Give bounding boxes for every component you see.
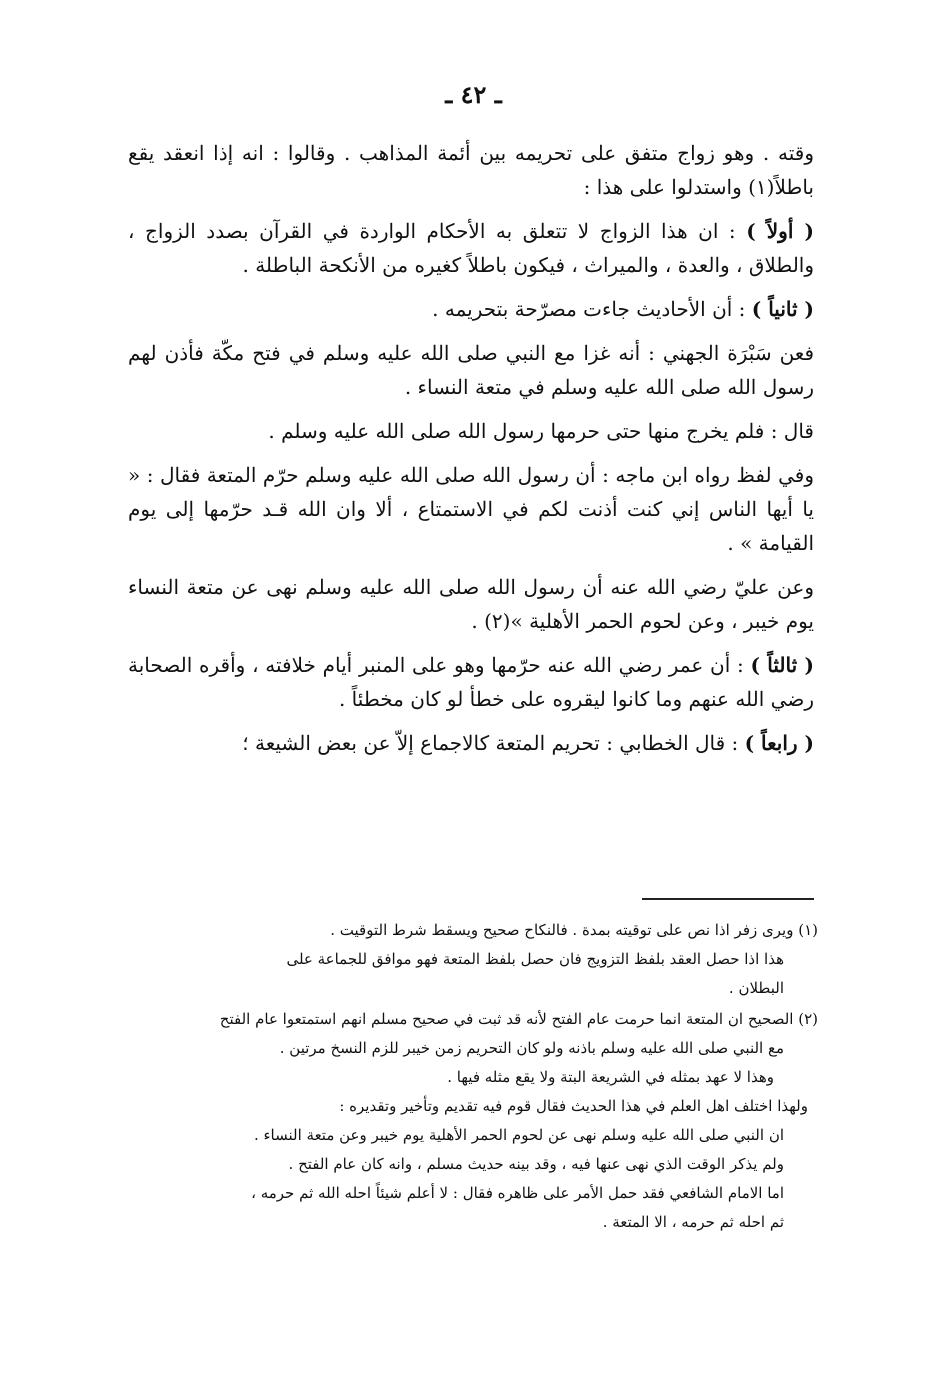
paragraph-text: : ان هذا الزواج لا تتعلق به الأحكام الواردة في القرآن بصدد الزواج ، والطلاق ، والعدة ، والميراث ، فيكون باطلاً كغيره من الأنكحة الباطلة . — [128, 219, 814, 277]
page-number: ـ ٤٢ ـ — [445, 80, 502, 109]
footnote-line: هذا اذا حصل العقد بلفظ التزويج فان حصل بلفظ المتعة فهو موافق للجماعة على — [286, 950, 784, 968]
footnotes — [128, 916, 818, 1239]
paragraph-intro — [128, 136, 814, 204]
paragraph-text: : أن الأحاديث جاءت مصرّحة بتحريمه . — [432, 297, 752, 321]
paragraph-ali-hadith — [128, 570, 814, 638]
paragraph-second-proof — [128, 292, 814, 326]
footnote-line: (٢) الصحيح ان المتعة انما حرمت عام الفتح لأنه قد ثبت في صحيح مسلم انهم استمتعوا عام الفتح — [219, 1010, 818, 1028]
paragraph-sabra-hadith — [128, 336, 814, 404]
paragraph-label: ( ثالثاً ) — [750, 653, 814, 677]
paragraph-label: ( أولاً ) — [746, 219, 814, 243]
paragraph-text: وعن عليّ رضي الله عنه أن رسول الله صلى الله عليه وسلم نهى عن متعة النساء يوم خيبر ، وعن لحوم الحمر الأهلية »(٢) . — [128, 575, 814, 633]
paragraph-label: ( رابعاً ) — [744, 731, 814, 755]
footnote-line: ثم احله ثم حرمه ، الا المتعة . — [602, 1213, 784, 1231]
paragraph-text: قال : فلم يخرج منها حتى حرمها رسول الله صلى الله عليه وسلم . — [268, 419, 814, 443]
paragraph-text: وقته . وهو زواج متفق على تحريمه بين أئمة المذاهب . وقالوا : انه إذا انعقد يقع باطلاً(١) واستدلوا على هذا : — [128, 141, 814, 199]
paragraph-label: ( ثانياً ) — [751, 297, 814, 321]
paragraph-text: : أن عمر رضي الله عنه حرّمها وهو على المنبر أيام خلافته ، وأقره الصحابة رضي الله عنهم وما كانوا ليقروه على خطأ لو كان مخطئاً . — [128, 653, 814, 711]
footnote-line: وهذا لا عهد بمثله في الشريعة البتة ولا يقع مثله فيها . — [447, 1068, 774, 1086]
paragraph-text: فعن سَبْرَة الجهني : أنه غزا مع النبي صلى الله عليه وسلم في فتح مكّة فأذن لهم رسول الله صلى الله عليه وسلم في متعة النساء . — [128, 341, 814, 399]
paragraph-text: وفي لفظ رواه ابن ماجه : أن رسول الله صلى الله عليه وسلم حرّم المتعة فقال : « يا أيها الناس إني كنت أذنت لكم في الاستمتاع ، ألا وان الله قـد حرّمها إلى يوم القيامة » . — [128, 463, 814, 555]
footnote-divider — [642, 898, 814, 900]
footnote-1 — [128, 916, 818, 1003]
footnote-line: (١) ويرى زفر اذا نص على توقيته بمدة . فالنكاح صحيح ويسقط شرط التوقيت . — [330, 921, 818, 939]
paragraph-fourth-proof — [128, 726, 814, 760]
paragraph-ibn-majah — [128, 458, 814, 560]
footnote-line: البطلان . — [728, 979, 784, 997]
footnote-line: اما الامام الشافعي فقد حمل الأمر على ظاهره فقال : لا أعلم شيئاً احله الله ثم حرمه ، — [251, 1184, 784, 1202]
footnote-line: ولهذا اختلف اهل العلم في هذا الحديث فقال قوم فيه تقديم وتأخير وتقديره : — [339, 1097, 808, 1115]
paragraph-third-proof — [128, 648, 814, 716]
paragraph-sabra-quote — [128, 414, 814, 448]
footnote-line: ان النبي صلى الله عليه وسلم نهى عن لحوم الحمر الأهلية يوم خيبر وعن متعة النساء . — [253, 1126, 784, 1144]
footnote-2 — [128, 1005, 818, 1237]
main-text — [128, 136, 814, 770]
footnote-line: مع النبي صلى الله عليه وسلم باذنه ولو كان التحريم زمن خيبر للزم النسخ مرتين . — [279, 1039, 784, 1057]
footnote-line: ولم يذكر الوقت الذي نهى عنها فيه ، وقد بينه حديث مسلم ، وانه كان عام الفتح . — [288, 1155, 784, 1173]
paragraph-first-proof — [128, 214, 814, 282]
paragraph-text: : قال الخطابي : تحريم المتعة كالاجماع إلاّ عن بعض الشيعة ؛ — [242, 731, 745, 755]
